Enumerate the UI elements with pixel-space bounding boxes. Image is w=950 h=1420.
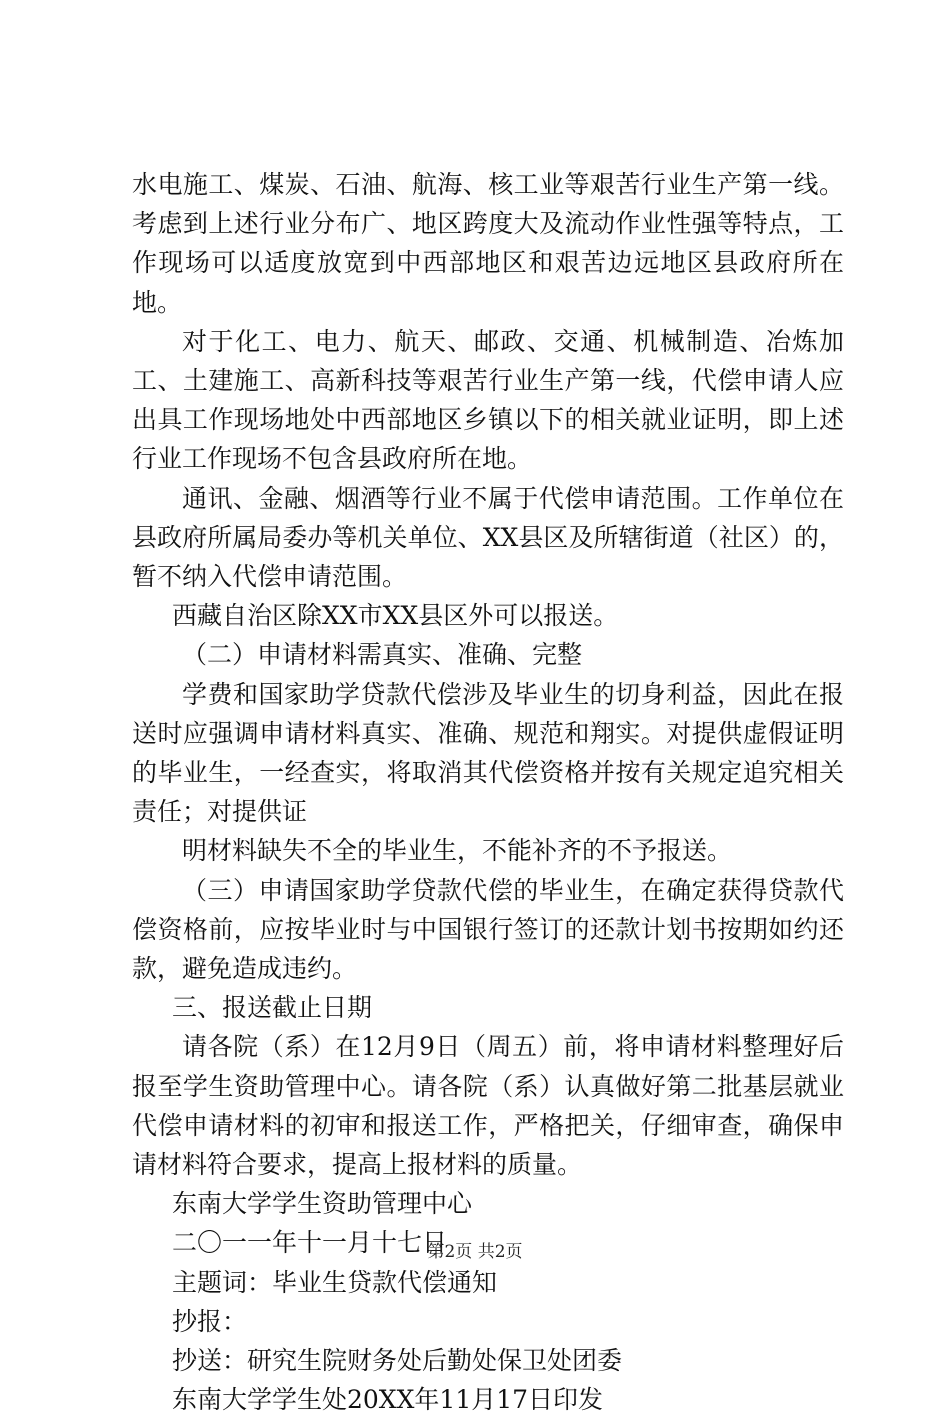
paragraph-industry-frontline: 水电施工、煤炭、石油、航海、核工业等艰苦行业生产第一线。考虑到上述行业分布广、地区跨度大及流动作业性强等特点，工作现场可以适度放宽到中西部地区和艰苦边远地区县政府所在地。 — [132, 170, 844, 317]
issuer-name: 东南大学学生资助管理中心 — [172, 1189, 473, 1219]
section-heading-deadline: 三、报送截止日期 — [172, 993, 373, 1023]
subject-keywords: 主题词：毕业生贷款代偿通知 — [172, 1267, 498, 1297]
issue-date: 二〇一一年十一月十七日 — [172, 1228, 448, 1258]
cc-report: 抄报： — [172, 1306, 248, 1336]
paragraph-materials-missing: 明材料缺失不全的毕业生，不能补齐的不予报送。 — [182, 836, 733, 866]
document-body — [132, 165, 844, 1420]
paragraph-chemical-industries: 对于化工、电力、航天、邮政、交通、机械制造、冶炼加工、土建施工、高新科技等艰苦行业生产第一线，代偿申请人应出具工作现场地处中西部地区乡镇以下的相关就业证明，即上述行业工作现场不包含县政府所在地。 — [132, 326, 844, 474]
paragraph-deadline: 请各院（系）在12月9日（周五）前，将申请材料整理好后报至学生资助管理中心。请各院（系）认真做好第二批基层就业代偿申请材料的初审和报送工作，严格把关，仔细审查，确保申请材料符合要求，提高上报材料的质量。 — [132, 1032, 844, 1180]
paragraph-materials-truthful: 学费和国家助学贷款代偿涉及毕业生的切身利益，因此在报送时应强调申请材料真实、准确、规范和翔实。对提供虚假证明的毕业生，一经查实，将取消其代偿资格并按有关规定追究相关责任；对提供证 — [132, 679, 844, 827]
page-number: 第2页 共2页 — [427, 1242, 523, 1262]
paragraph-excluded-industries: 通讯、金融、烟酒等行业不属于代偿申请范围。工作单位在县政府所属局委办等机关单位、XX县区及所辖街道（社区）的，暂不纳入代偿申请范围。 — [132, 483, 844, 592]
cc-send: 抄送：研究生院财务处后勤处保卫处团委 — [172, 1346, 623, 1376]
section-heading-materials: （二）申请材料需真实、准确、完整 — [182, 640, 583, 670]
print-info: 东南大学学生处20XX年11月17日印发 — [172, 1385, 604, 1415]
paragraph-tibet: 西藏自治区除XX市XX县区外可以报送。 — [172, 601, 619, 631]
paragraph-loan-repayment: （三）申请国家助学贷款代偿的毕业生，在确定获得贷款代偿资格前，应按毕业时与中国银行签订的还款计划书按期如约还款，避免造成违约。 — [132, 875, 844, 984]
